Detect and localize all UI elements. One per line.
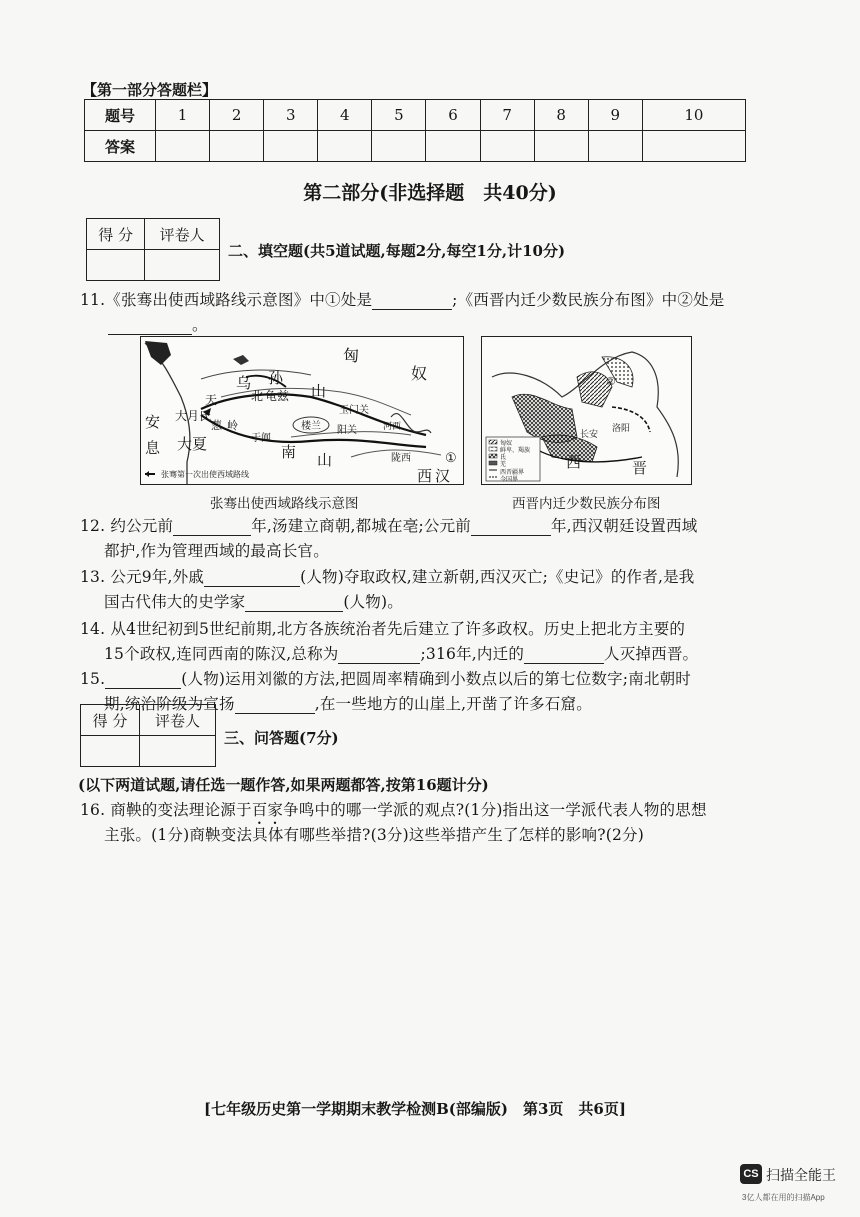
map2-legend-item: 羌 [500,461,507,468]
score-cell[interactable] [81,736,140,767]
answer-cell[interactable] [264,131,318,162]
answer-cell[interactable] [372,131,426,162]
q16-emphasis: 百家 [251,801,284,819]
grader-label: 评卷人 [140,705,216,736]
map1-label: 玉门关 [339,405,369,416]
q15-text-b: (人物)运用刘徽的方法,把圆周率精确到小数点以后的第七位数字;南北朝时 [181,670,692,688]
choice-note: (以下两道试题,请任选一题作答,如果两题都答,按第16题计分) [78,776,489,794]
question-13-cont [104,590,403,612]
map1-label: 山 [317,451,333,469]
map1-label: 孙 [268,369,284,387]
score-label: 得 分 [81,705,140,736]
q12-text-a: 12. 约公元前 [80,517,174,535]
grader-cell[interactable] [140,736,216,767]
q16-text-b: 争鸣中的哪一学派的观点?(1分)指出这一学派代表人物的思想 [283,801,707,819]
map1-label: 西 [417,467,433,485]
map2-legend-item: 西晋疆界 [500,469,525,476]
map1-label: 阳关 [337,425,357,436]
map1-caption: 张骞出使西域路线示意图 [210,496,359,512]
map1-label: 于阗 [251,433,271,444]
map2-drawing [482,337,691,484]
q12-text-b: 年,汤建立商朝,都城在亳;公元前 [251,517,471,535]
q14-text-c: ;316年,内迁的 [420,645,525,663]
answer-blank[interactable] [108,318,192,335]
q13-text-d: (人物)。 [343,593,403,611]
answer-blank[interactable] [524,647,604,664]
map2-marker-2: ② [606,375,616,388]
answer-blank[interactable] [372,293,452,310]
part1-title: 【第一部分答题栏】 [82,81,218,99]
question-14: 14. 从4世纪初到5世纪前期,北方各族统治者先后建立了许多政权。历史上把北方主要的 [80,620,686,638]
score-box [86,218,220,281]
q14-text-b: 15个政权,连同西南的陈汉,总称为 [104,645,339,663]
score-label: 得 分 [87,219,145,250]
score-box-2 [80,704,216,767]
part2-title: 第二部分(非选择题 共40分) [303,182,557,204]
question-number: 9 [588,100,642,131]
camscanner-tagline: 3亿人都在用的扫描App [742,1193,825,1202]
map2-legend-item: 鲜卑、羯族 [500,447,531,454]
map1-label: 山 [311,382,327,400]
answer-row-label: 答案 [85,131,156,162]
q11-text-a: 11.《张骞出使西域路线示意图》中①处是 [80,291,373,309]
question-11 [80,288,724,310]
map1-label: 汉 [435,467,451,485]
map1-label: 乌 [236,374,252,392]
map1-label: 北 [251,389,264,403]
question-12 [80,514,697,536]
map1-legend: 张骞第一次出使西域路线 [161,470,249,479]
q11-text-c: 。 [192,316,208,334]
map1-label: 楼兰 [301,421,321,432]
answer-cell[interactable] [588,131,642,162]
camscanner-logo: CS [740,1164,762,1184]
answer-cell[interactable] [156,131,210,162]
map1-label: 陇西 [391,453,411,464]
question-number: 2 [210,100,264,131]
score-cell[interactable] [87,250,145,281]
page-footer: [七年级历史第一学期期末教学检测B(部编版) 第3页 共6页] [204,1100,626,1118]
question-16-cont: 主张。(1分)商鞅变法具体有哪些举措?(3分)这些举措产生了怎样的影响?(2分) [104,826,644,844]
map1-marker-1: ① [445,451,457,466]
map1-label: 岭 [227,419,238,432]
question-12-cont: 都护,作为管理西域的最高长官。 [104,542,329,560]
map1-label: 葱 [211,419,222,432]
section2-title: 二、填空题(共5道试题,每题2分,每空1分,计10分) [228,242,566,260]
question-14-cont [104,642,698,664]
question-number: 3 [264,100,318,131]
question-number: 1 [156,100,210,131]
question-11-cont [108,313,208,335]
map1-label: 安 [145,413,161,431]
map2-caption: 西晋内迁少数民族分布图 [512,496,661,512]
answer-cell[interactable] [210,131,264,162]
map1-label: 息 [145,439,161,457]
q15-text-a: 15. [80,670,106,688]
answer-blank[interactable] [471,519,551,536]
answer-cell[interactable] [318,131,372,162]
grader-cell[interactable] [145,250,220,281]
zhang-qian-route-map [140,336,464,485]
western-jin-migration-map [481,336,692,485]
question-number: 8 [534,100,588,131]
map2-label: 长安 [580,430,599,440]
q15-text-d: ,在一些地方的山崖上,开凿了许多石窟。 [314,695,592,713]
section3-title: 三、问答题(7分) [224,729,339,747]
question-number: 7 [480,100,534,131]
answer-blank[interactable] [204,570,300,587]
grader-label: 评卷人 [145,219,220,250]
map1-label: 河西 [383,422,402,432]
table-header-label: 题号 [85,100,156,131]
answer-blank[interactable] [235,697,315,714]
q14-text-d: 人灭掉西晋。 [604,645,699,663]
map1-label: 匈 [343,346,360,365]
camscanner-name: 扫描全能王 [766,1167,836,1183]
answer-cell[interactable] [534,131,588,162]
map2-legend-item: 今国界 [500,476,519,483]
question-number: 6 [426,100,480,131]
question-number: 10 [642,100,745,131]
map1-label: 天 [205,393,218,407]
answer-blank[interactable] [105,672,181,689]
map2-label: 西 [566,453,582,471]
answer-cell[interactable] [426,131,480,162]
map2-label: 洛阳 [612,424,631,434]
q13-text-a: 13. 公元9年,外戚 [80,568,205,586]
map1-label: 大夏 [177,435,208,453]
q13-text-b: (人物)夺取政权,建立新朝,西汉灭亡;《史记》的作者,是我 [300,568,695,586]
map2-legend-item: 匈奴 [500,440,513,447]
map1-label: 奴 [411,364,428,383]
q15-text-c: 期,统治阶级为宣扬 [104,695,235,713]
map1-label: 大月氏 [175,409,212,423]
q16-text-a: 16. 商鞅的变法理论源于 [80,801,252,819]
question-number: 5 [372,100,426,131]
answer-table [84,99,746,162]
question-13 [80,565,694,587]
map1-label: 南 [281,443,297,461]
map1-label: 龟兹 [265,389,290,403]
q11-text-b: ;《西晋内迁少数民族分布图》中②处是 [452,291,725,309]
answer-cell[interactable] [480,131,534,162]
answer-cell[interactable] [642,131,745,162]
answer-blank[interactable] [338,647,420,664]
question-number: 4 [318,100,372,131]
q12-text-c: 年,西汉朝廷设置西域 [550,517,698,535]
q13-text-c: 国古代伟大的史学家 [104,593,246,611]
answer-blank[interactable] [245,595,343,612]
answer-blank[interactable] [173,519,251,536]
question-15 [80,667,691,689]
map2-legend-item: 氐 [500,454,507,461]
map2-label: 晋 [632,459,648,477]
